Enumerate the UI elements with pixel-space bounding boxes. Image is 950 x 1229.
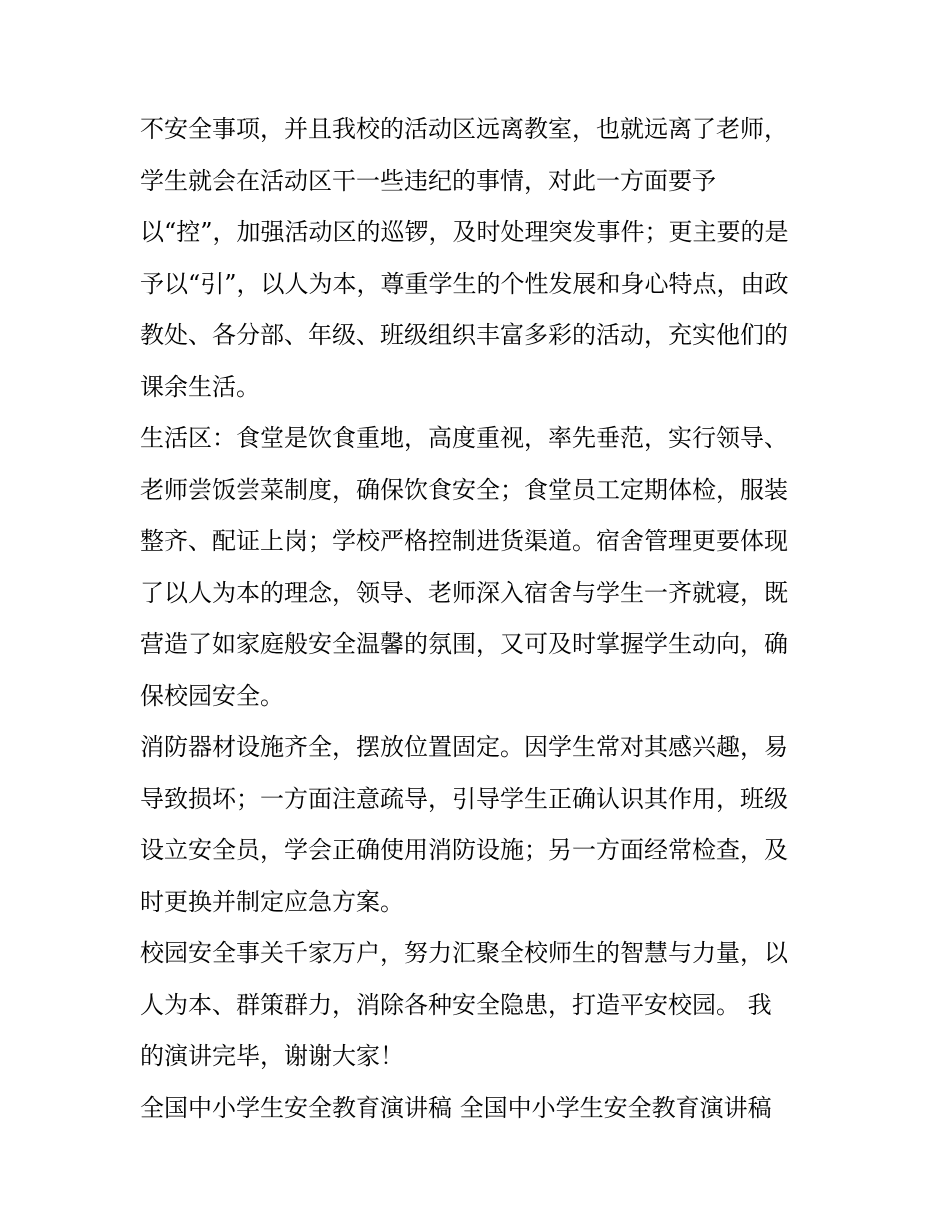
text-line: 予以“引”，以人为本，尊重学生的个性发展和身心特点，由政: [140, 269, 789, 298]
text-line: 全国中小学生安全教育演讲稿 全国中小学生安全教育演讲稿: [140, 1093, 772, 1122]
text-line: 学生就会在活动区干一些违纪的事情，对此一方面要予: [140, 166, 716, 195]
text-line: 时更换并制定应急方案。: [140, 887, 404, 916]
text-line: 以“控”，加强活动区的巡锣，及时处理突发事件；更主要的是: [140, 218, 789, 246]
text-line: 不安全事项，并且我校的活动区远离教室，也就远离了老师，: [140, 115, 788, 143]
text-line: 了以人为本的理念，领导、老师深入宿舍与学生一齐就寝，既: [140, 578, 788, 607]
paragraph-living-area: [140, 413, 830, 722]
text-line: 整齐、配证上岗；学校严格控制进货渠道。宿舍管理更要体现: [140, 527, 788, 555]
paragraph-conclusion: [140, 928, 830, 1083]
text-line: 的演讲完毕，谢谢大家！: [140, 1042, 404, 1070]
text-line: 消防器材设施齐全，摆放位置固定。因学生常对其感兴趣，易: [140, 733, 788, 761]
text-line: 教处、各分部、年级、班级组织丰富多彩的活动，充实他们的: [140, 321, 788, 349]
paragraph-fire-safety: [140, 722, 830, 928]
text-line: 营造了如家庭般安全温馨的氛围，又可及时掌握学生动向，确: [140, 630, 788, 658]
paragraph-title-footer: [140, 1083, 830, 1135]
text-line: 老师尝饭尝菜制度，确保饮食安全；食堂员工定期体检，服装: [140, 475, 788, 504]
text-line: 课余生活。: [140, 372, 260, 401]
text-line: 生活区：食堂是饮食重地，高度重视，率先垂范，实行领导、: [140, 424, 788, 452]
text-line: 保校园安全。: [140, 681, 284, 710]
paragraph-activity-area: [140, 104, 830, 413]
document-body: [140, 104, 830, 1134]
text-line: 人为本、群策群力，消除各种安全隐患，打造平安校园。 我: [140, 990, 772, 1019]
text-line: 校园安全事关千家万户，努力汇聚全校师生的智慧与力量，以: [140, 939, 788, 967]
text-line: 设立安全员，学会正确使用消防设施；另一方面经常检查，及: [140, 836, 788, 864]
text-line: 导致损坏；一方面注意疏导，引导学生正确认识其作用，班级: [140, 784, 788, 813]
